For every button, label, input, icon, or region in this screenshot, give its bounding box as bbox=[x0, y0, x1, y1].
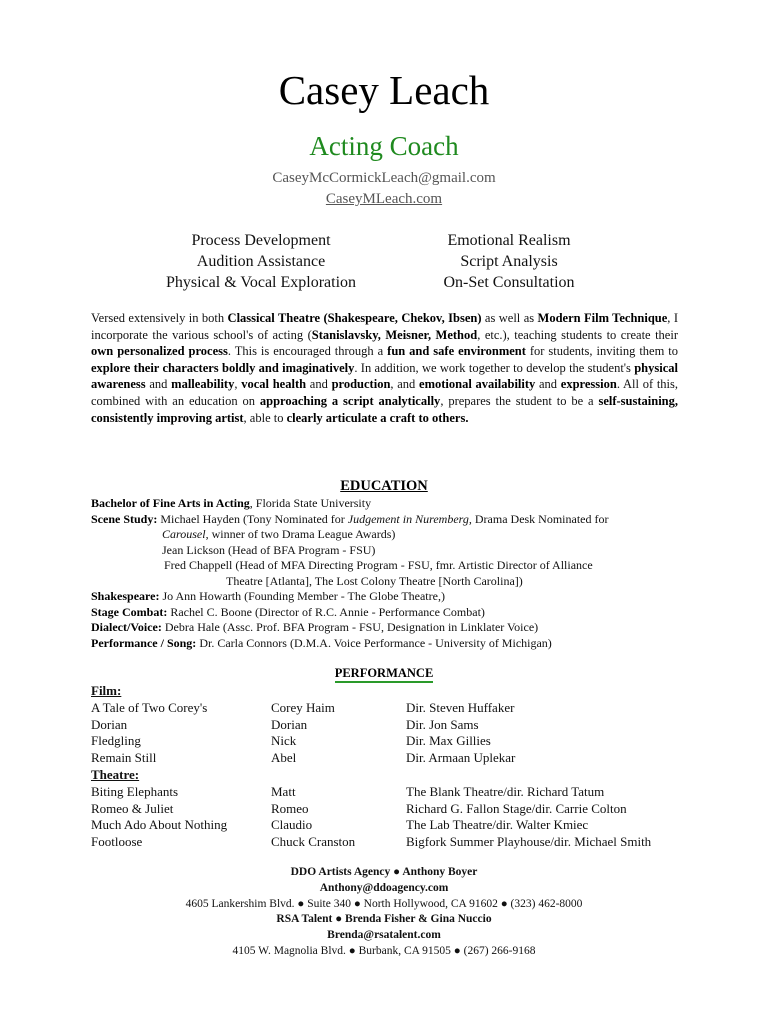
theatre-rows bbox=[91, 784, 691, 851]
bio-emphasis: approaching a script analytically bbox=[259, 393, 441, 408]
credit-role: Nick bbox=[271, 733, 297, 749]
film-subheading: Film: bbox=[91, 683, 122, 698]
scene-study-label: Scene Study: bbox=[91, 511, 158, 526]
bio-emphasis: clearly articulate a craft to others. bbox=[286, 410, 469, 425]
scene-study-text: , winner of two Drama League Awards) bbox=[205, 527, 396, 541]
bio-text: , bbox=[234, 377, 242, 392]
education-list bbox=[91, 496, 691, 651]
performance-heading-label: PERFORMANCE bbox=[335, 666, 434, 683]
education-degree bbox=[91, 496, 691, 512]
bio-text: , prepares the student to be a bbox=[440, 393, 599, 408]
dialect-voice-label: Dialect/Voice: bbox=[91, 620, 162, 634]
bio-emphasis: physical awareness bbox=[91, 360, 678, 392]
credit-title: Romeo & Juliet bbox=[91, 800, 174, 816]
film-rows bbox=[91, 700, 691, 767]
bio-emphasis: explore their characters boldly and imaginatively bbox=[91, 360, 355, 375]
website-link[interactable]: CaseyMLeach.com bbox=[325, 191, 443, 207]
film-credit-row bbox=[91, 700, 691, 717]
credit-title: Remain Still bbox=[91, 750, 157, 766]
bio-emphasis: own personalized process bbox=[91, 344, 228, 359]
bio-emphasis: Classical Theatre (Shakespeare, Chekov, Ibsen) bbox=[227, 311, 482, 325]
degree-school: , Florida State University bbox=[249, 496, 372, 510]
credit-title: Dorian bbox=[91, 716, 128, 732]
credit-director: Dir. Armaan Uplekar bbox=[406, 750, 516, 766]
bio-emphasis: Modern Film Technique bbox=[537, 311, 668, 325]
credit-director: Bigfork Summer Playhouse/dir. Michael Smith bbox=[406, 834, 652, 850]
shakespeare-line bbox=[91, 589, 691, 605]
bio-text: , etc.), teaching students to create their bbox=[477, 327, 678, 342]
dialect-voice-line bbox=[91, 620, 691, 636]
bio-text: , able to bbox=[243, 410, 287, 425]
credit-director: Dir. Jon Sams bbox=[406, 716, 479, 732]
credit-role: Chuck Cranston bbox=[271, 834, 356, 850]
bio-text: . This is encouraged through a bbox=[227, 344, 388, 359]
bio-text: as well as bbox=[481, 311, 538, 325]
credit-role: Corey Haim bbox=[271, 699, 335, 715]
credit-director: Dir. Steven Huffaker bbox=[406, 699, 515, 715]
credit-title: A Tale of Two Corey's bbox=[91, 699, 208, 715]
credit-director: Dir. Max Gillies bbox=[406, 733, 491, 749]
rsa-agency-line: RSA Talent ● Brenda Fisher & Gina Nuccio bbox=[276, 913, 492, 926]
scene-study-line bbox=[91, 512, 691, 528]
bio-text: and bbox=[306, 377, 332, 392]
resume-name: Casey Leach bbox=[278, 67, 490, 113]
shakespeare-label: Shakespeare: bbox=[91, 589, 160, 603]
scene-study-line: Fred Chappell (Head of MFA Directing Program - FSU, fmr. Artistic Director of Alliance bbox=[164, 558, 593, 572]
skill-item: Script Analysis bbox=[460, 253, 558, 270]
theatre-credit-row bbox=[91, 834, 691, 851]
stage-combat-text: Rachel C. Boone (Director of R.C. Annie - Performance Combat) bbox=[167, 604, 485, 619]
film-credit-row bbox=[91, 750, 691, 767]
bio-emphasis: Stanislavsky, Meisner, Method bbox=[311, 327, 478, 342]
credit-title: Biting Elephants bbox=[91, 783, 179, 799]
performance-song-label: Performance / Song: bbox=[91, 635, 197, 650]
scene-study-text: Drama Desk Nominated for bbox=[471, 511, 609, 526]
scene-study-italic: Carousel bbox=[162, 527, 206, 541]
shakespeare-text: Jo Ann Howarth (Founding Member - The Globe Theatre,) bbox=[159, 589, 445, 603]
skill-item: Physical & Vocal Exploration bbox=[165, 274, 357, 291]
bio-text: . All of this, combined with an education on bbox=[91, 377, 679, 408]
bio-text: Versed extensively in both bbox=[91, 311, 228, 325]
bio-emphasis: production bbox=[331, 377, 391, 392]
bio-text: . In addition, we work together to develop the student's bbox=[354, 360, 635, 375]
stage-combat-line bbox=[91, 605, 691, 621]
rsa-agency-email: Brenda@rsatalent.com bbox=[327, 929, 441, 942]
rsa-agency-address: 4105 W. Magnolia Blvd. ● Burbank, CA 91505 ● (267) 266-9168 bbox=[232, 944, 536, 957]
credit-director: The Blank Theatre/dir. Richard Tatum bbox=[406, 783, 605, 799]
bio-emphasis: vocal health bbox=[241, 377, 307, 392]
ddo-agency-email: Anthony@ddoagency.com bbox=[319, 881, 449, 894]
bio-text: and bbox=[145, 377, 172, 392]
education-heading-label: EDUCATION bbox=[340, 478, 428, 494]
bio-emphasis: self-sustaining, consistently improving artist bbox=[91, 393, 678, 425]
skill-item: On-Set Consultation bbox=[443, 274, 575, 291]
skills-right-column bbox=[400, 230, 618, 293]
degree-label: Bachelor of Fine Arts in Acting bbox=[91, 496, 250, 510]
scene-study-line: Theatre [Atlanta], The Lost Colony Theatre [North Carolina]) bbox=[226, 573, 523, 588]
scene-study-text: Michael Hayden (Tony Nominated for bbox=[157, 511, 348, 526]
performance-list bbox=[91, 683, 691, 851]
bio-emphasis: fun and safe environment bbox=[387, 344, 526, 359]
scene-study-italic: Judgement in Nuremberg, bbox=[347, 511, 472, 526]
dialect-voice-text: Debra Hale (Assc. Prof. BFA Program - FSU, Designation in Linklater Voice) bbox=[161, 620, 539, 634]
credit-role: Matt bbox=[271, 783, 296, 799]
bio-text: , and bbox=[390, 377, 420, 392]
performance-song-line bbox=[91, 636, 691, 652]
contact-email: CaseyMcCormickLeach@gmail.com bbox=[272, 170, 496, 186]
skill-item: Process Development bbox=[191, 232, 331, 249]
ddo-agency-line: DDO Artists Agency ● Anthony Boyer bbox=[290, 866, 478, 878]
education-heading bbox=[0, 478, 768, 495]
ddo-agency-address: 4605 Lankershim Blvd. ● Suite 340 ● North Hollywood, CA 91602 ● (323) 462-8000 bbox=[185, 897, 583, 910]
bio-emphasis: malleability bbox=[171, 377, 235, 392]
bio-paragraph bbox=[91, 310, 678, 426]
credit-director: The Lab Theatre/dir. Walter Kmiec bbox=[406, 817, 589, 833]
bio-text: , I incorporate the various school's of acting ( bbox=[91, 311, 678, 342]
theatre-subheading: Theatre: bbox=[91, 766, 140, 782]
scene-study-line: Jean Lickson (Head of BFA Program - FSU) bbox=[162, 542, 376, 557]
film-credit-row bbox=[91, 733, 691, 750]
credit-title: Fledgling bbox=[91, 733, 141, 749]
agency-block bbox=[0, 865, 768, 960]
credit-title: Footloose bbox=[91, 834, 143, 850]
theatre-credit-row bbox=[91, 817, 691, 834]
website-line bbox=[0, 189, 768, 209]
performance-heading bbox=[0, 666, 768, 681]
bio-text: and bbox=[535, 377, 561, 392]
credit-role: Claudio bbox=[271, 817, 313, 833]
bio-text: for students, inviting them to bbox=[525, 344, 679, 359]
credit-role: Abel bbox=[271, 750, 297, 766]
credit-role: Dorian bbox=[271, 716, 308, 732]
bio-emphasis: emotional availability bbox=[419, 377, 536, 392]
scene-study-line bbox=[91, 527, 691, 543]
skills-left-column bbox=[131, 230, 391, 293]
film-credit-row bbox=[91, 717, 691, 734]
credit-title: Much Ado About Nothing bbox=[91, 817, 228, 833]
skill-item: Audition Assistance bbox=[196, 253, 326, 270]
theatre-credit-row bbox=[91, 784, 691, 801]
credit-role: Romeo bbox=[271, 800, 309, 816]
bio-emphasis: expression bbox=[560, 377, 617, 392]
performance-song-text: Dr. Carla Connors (D.M.A. Voice Performance - University of Michigan) bbox=[196, 635, 552, 650]
theatre-credit-row bbox=[91, 801, 691, 818]
resume-title: Acting Coach bbox=[309, 131, 459, 161]
skill-item: Emotional Realism bbox=[447, 232, 571, 249]
credit-director: Richard G. Fallon Stage/dir. Carrie Colton bbox=[406, 800, 627, 816]
stage-combat-label: Stage Combat: bbox=[91, 604, 168, 619]
